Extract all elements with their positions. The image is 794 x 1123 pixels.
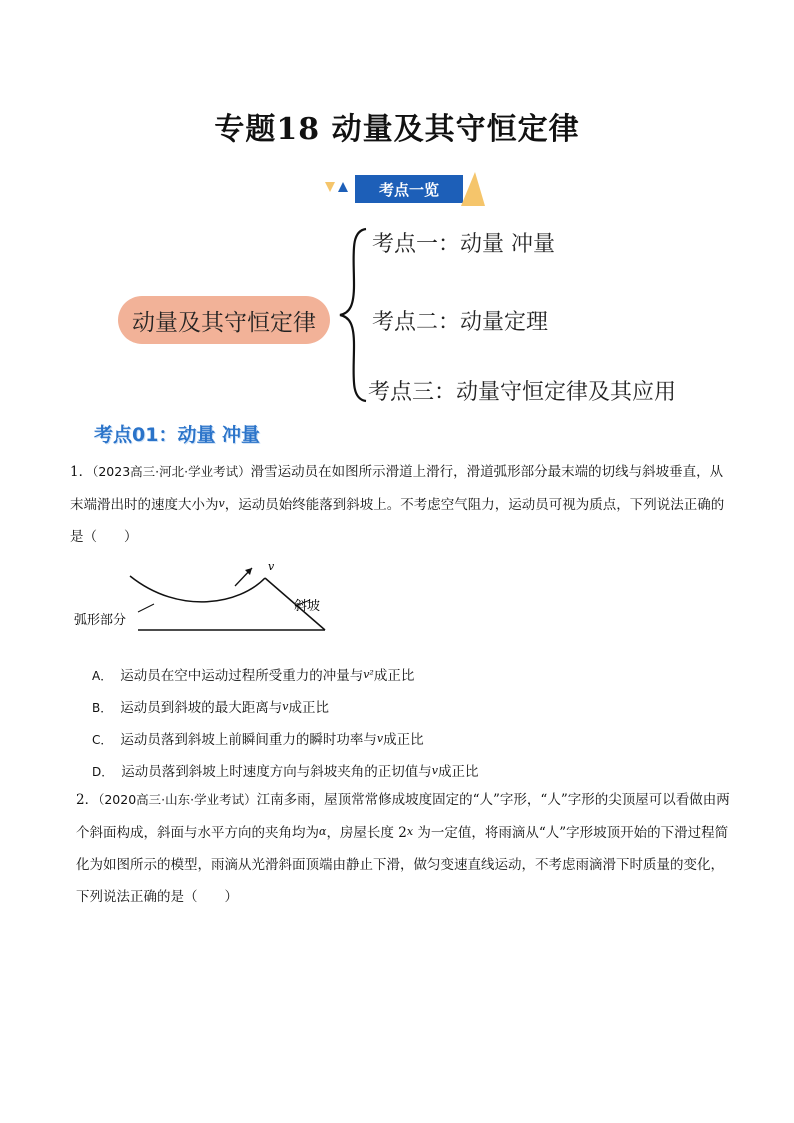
option-c[interactable] [92,728,424,748]
mindmap-branch-1: 考点一：动量 冲量 [372,232,555,257]
symbol: v² [363,668,374,681]
option-label: D． [92,765,114,779]
option-text: 运动员到斜坡的最大距离与 [120,700,283,716]
option-label: B． [92,701,113,715]
question-source: （2020高三·山东·学业考试） [98,792,257,807]
figure-label-arc: 弧形部分 [74,613,127,628]
question-text: 江南多雨，屋顶常常修成坡度固定的“人”字形，“人”字形的尖顶屋可以看做由两个斜面构成，斜面与水平方向的夹角均为 [76,792,730,841]
option-text: 运动员落到斜坡上前瞬间重力的瞬时功率与 [120,732,377,748]
triangle-decor-icon [325,182,353,196]
question-text: ，房屋长度 2 [326,825,407,841]
question-text: 为一定值，将雨滴从“人”字形坡顶开始的下滑过程简化为如图所示的模型，雨滴从光滑斜面顶端由静止下滑，做匀变速直线运动，不考虑雨滴滑下时质量的变化，下列说法正确的是（ ） [76,825,729,905]
symbol-v: v [218,497,225,510]
mindmap-branch-2: 考点二：动量定理 [372,310,549,335]
mindmap-branch-3: 考点三：动量守恒定律及其应用 [368,380,677,405]
question-source: （2023高三·河北·学业考试） [92,464,251,479]
symbol: v [376,732,384,745]
question-1 [70,456,730,553]
option-label: C． [92,733,113,747]
option-a[interactable] [92,664,414,684]
option-label: A． [92,669,113,683]
question-2 [76,784,732,913]
option-text: 运动员落到斜坡上时速度方向与斜坡夹角的正切值与 [121,764,432,780]
option-b[interactable] [92,696,329,716]
ski-slope-figure [70,556,330,636]
option-text: 成正比 [373,668,415,684]
figure-label-velocity: v [268,560,275,573]
banner [325,172,495,206]
question-text: 滑雪运动员在如图所示滑道上滑行，滑道弧形部分最末端的切线与斜坡垂直，从末端滑出时的速度大小为 [70,464,724,513]
option-text: 成正比 [383,732,424,748]
symbol-x: x [406,825,414,838]
option-text: 运动员在空中运动过程所受重力的冲量与 [120,668,364,684]
option-text: 成正比 [437,764,479,780]
banner-label: 考点一览 [355,175,463,203]
mindmap-root: 动量及其守恒定律 [118,296,330,344]
symbol: v [431,764,438,777]
figure-label-slope: 斜坡 [294,599,321,614]
question-number: 2． [76,792,99,808]
triangle-decor-icon [461,172,485,206]
question-text: ，运动员始终能落到斜坡上。不考虑空气阻力，运动员可视为质点，下列说法正确的是（ ） [70,497,725,545]
brace-icon [336,225,372,405]
option-text: 成正比 [288,700,329,716]
page-title: 专题18 动量及其守恒定律 [214,112,580,147]
symbol-alpha: α [319,825,327,838]
section-heading: 考点01：动量 冲量 [94,424,261,446]
question-number: 1． [70,464,93,480]
symbol: v [282,700,289,713]
option-d[interactable] [92,760,478,780]
